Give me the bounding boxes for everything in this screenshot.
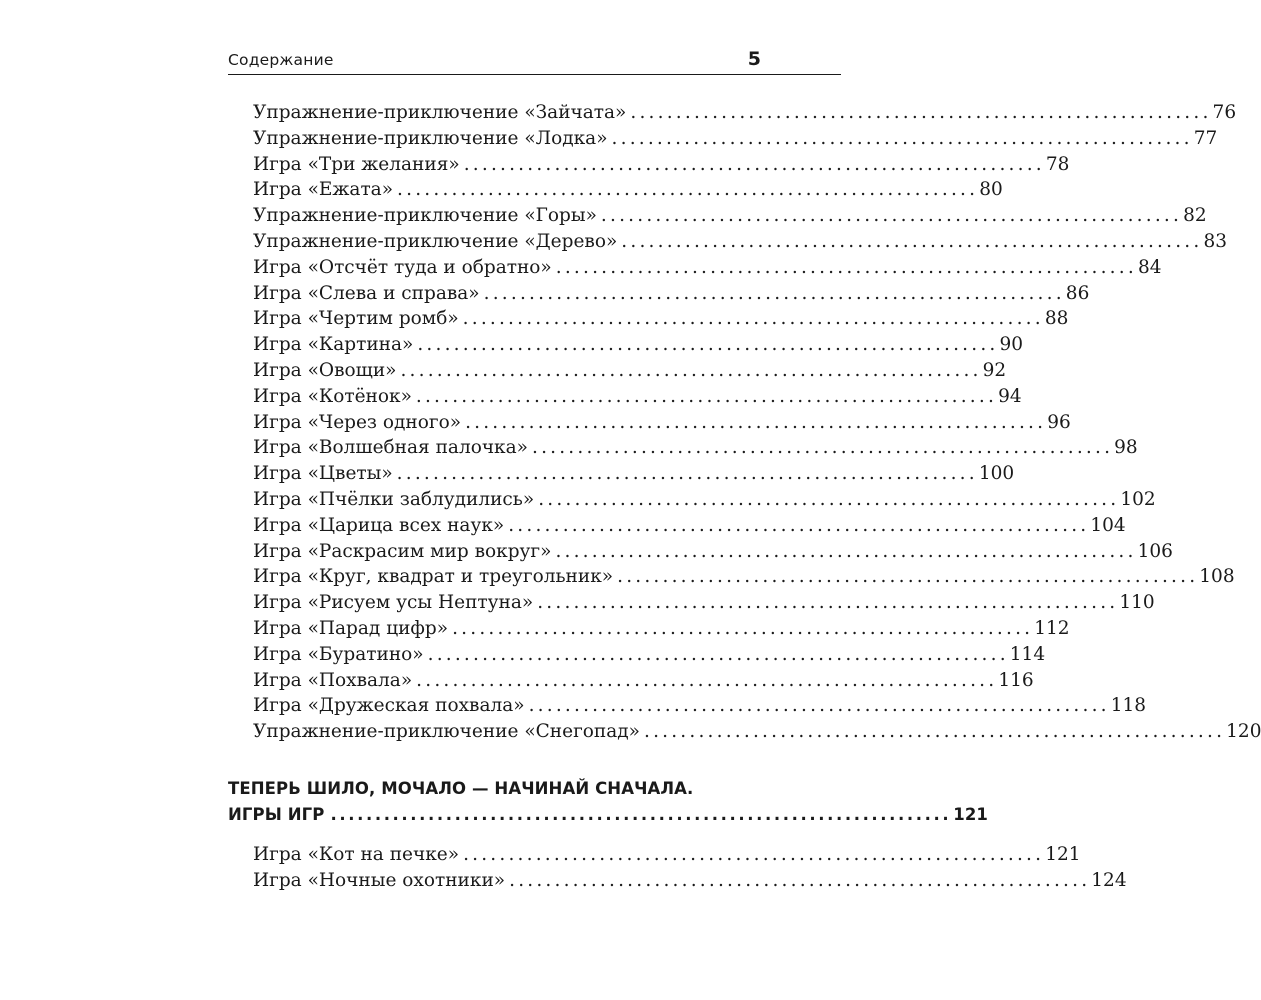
toc-entry-page: 90 [999, 334, 1024, 356]
running-header-title: Содержание [228, 51, 334, 69]
section-heading [228, 776, 988, 828]
toc-entry [253, 100, 1237, 126]
toc-entry-label: Игра «Через одного» [253, 411, 462, 433]
toc-entry-page: 88 [1044, 308, 1069, 330]
toc-entry-page: 86 [1065, 282, 1090, 304]
dot-leader: ...................................................................... [330, 805, 952, 824]
section-title-label: ИГРЫ ИГР [228, 805, 325, 824]
toc-entry-page: 118 [1110, 695, 1147, 717]
toc-entry-page: 104 [1090, 514, 1126, 536]
toc-entry-page: 83 [1203, 230, 1228, 252]
dot-leader: ................................................................ [555, 256, 1137, 278]
toc-entry [253, 842, 1081, 868]
running-header [228, 48, 841, 75]
dot-leader: ................................................................ [417, 334, 999, 356]
toc-entry [253, 384, 1022, 410]
toc-entry-page: 78 [1045, 153, 1070, 175]
toc-entry [253, 177, 1003, 203]
dot-leader: ................................................................ [537, 592, 1119, 614]
dot-leader: ................................................................ [621, 230, 1203, 252]
toc-entry-label: Игра «Картина» [253, 334, 414, 356]
dot-leader: ................................................................ [617, 566, 1199, 588]
toc-entry-label: Игра «Отсчёт туда и обратно» [253, 256, 552, 278]
toc-entry-label: Игра «Раскрасим мир вокруг» [253, 540, 552, 562]
dot-leader: ................................................................ [427, 643, 1009, 665]
toc-entry [253, 539, 1173, 565]
section-title-line1: ТЕПЕРЬ ШИЛО, МОЧАЛО — НАЧИНАЙ СНАЧАЛА. [228, 779, 694, 798]
toc-entry-label: Упражнение-приключение «Горы» [253, 205, 597, 227]
dot-leader: ................................................................ [463, 844, 1045, 865]
toc-entry-page: 94 [998, 385, 1022, 407]
toc-entry-page: 84 [1137, 256, 1162, 278]
toc-list [253, 100, 1261, 745]
toc-entry-page: 114 [1009, 643, 1046, 665]
toc-entry [253, 332, 1024, 358]
dot-leader: ................................................................ [600, 205, 1183, 227]
dot-leader: ................................................................ [509, 869, 1091, 891]
toc-entry-page: 120 [1226, 721, 1261, 743]
toc-entry-label: Игра «Ежата» [253, 179, 394, 201]
toc-entry [253, 306, 1069, 332]
toc-entry-page: 121 [1045, 844, 1081, 865]
toc-entry [253, 719, 1261, 745]
toc-entry-label: Игра «Слева и справа» [253, 282, 480, 304]
dot-leader: ................................................................ [508, 514, 1090, 536]
toc-entry [253, 487, 1156, 513]
toc-entry-label: Игра «Чертим ромб» [253, 308, 459, 330]
toc-entry-label: Игра «Пчёлки заблудились» [253, 488, 535, 510]
page-number: 5 [747, 48, 761, 70]
toc-entry-label: Игра «Кот на печке» [253, 844, 460, 865]
dot-leader: ................................................................ [630, 102, 1212, 123]
toc-entry [253, 868, 1127, 894]
dot-leader: ................................................................ [400, 359, 982, 381]
toc-entry-page: 116 [998, 669, 1034, 691]
section-title-line2 [228, 802, 988, 828]
toc-entry-label: Игра «Ночные охотники» [253, 869, 506, 891]
toc-entry-page: 110 [1119, 592, 1155, 614]
dot-leader: ................................................................ [452, 617, 1034, 639]
toc-entry [253, 281, 1090, 307]
toc-entry-page: 112 [1034, 617, 1070, 639]
toc-entry-page: 77 [1193, 127, 1218, 149]
toc-entry-label: Упражнение-приключение «Зайчата» [253, 102, 627, 123]
toc-entry-label: Игра «Три желания» [253, 153, 460, 175]
section-page: 121 [953, 805, 988, 824]
dot-leader: ................................................................ [465, 411, 1047, 433]
toc-entry [253, 693, 1147, 719]
toc-entry [253, 564, 1235, 590]
toc-entry-label: Упражнение-приключение «Лодка» [253, 127, 608, 149]
toc-entry [253, 513, 1126, 539]
toc-entry-page: 124 [1091, 869, 1127, 891]
toc-entry-label: Упражнение-приключение «Снегопад» [253, 721, 640, 743]
dot-leader: ................................................................ [396, 463, 978, 485]
toc-entry [253, 358, 1007, 384]
toc-entry [253, 229, 1228, 255]
section-toc-list [253, 842, 1127, 894]
toc-entry [253, 590, 1155, 616]
toc-entry-page: 92 [982, 359, 1007, 381]
toc-entry-label: Игра «Овощи» [253, 359, 397, 381]
dot-leader: ................................................................ [483, 282, 1065, 304]
toc-entry-page: 80 [979, 179, 1003, 201]
dot-leader: ................................................................ [416, 669, 998, 691]
dot-leader: ................................................................ [462, 308, 1044, 330]
dot-leader: ................................................................ [538, 488, 1120, 510]
toc-entry [253, 642, 1046, 668]
dot-leader: ................................................................ [528, 695, 1110, 717]
toc-entry-label: Игра «Парад цифр» [253, 617, 449, 639]
toc-entry-page: 108 [1199, 566, 1235, 588]
toc-entry-label: Упражнение-приключение «Дерево» [253, 230, 618, 252]
toc-entry-label: Игра «Круг, квадрат и треугольник» [253, 566, 614, 588]
toc-entry-label: Игра «Царица всех наук» [253, 514, 505, 536]
toc-entry [253, 410, 1071, 436]
toc-entry-page: 98 [1114, 437, 1138, 459]
toc-entry [253, 255, 1162, 281]
toc-entry [253, 203, 1207, 229]
toc-entry-page: 106 [1137, 540, 1173, 562]
toc-entry [253, 668, 1034, 694]
toc-entry-label: Игра «Буратино» [253, 643, 424, 665]
toc-entry [253, 126, 1218, 152]
toc-entry-label: Игра «Похвала» [253, 669, 413, 691]
toc-entry-label: Игра «Цветы» [253, 463, 393, 485]
dot-leader: ................................................................ [531, 437, 1114, 459]
toc-entry-page: 76 [1212, 102, 1237, 123]
toc-entry-page: 100 [978, 463, 1015, 485]
toc-entry-label: Игра «Рисуем усы Нептуна» [253, 592, 534, 614]
toc-entry-label: Игра «Волшебная палочка» [253, 437, 528, 459]
toc-entry [253, 616, 1070, 642]
dot-leader: ................................................................ [463, 153, 1045, 175]
toc-entry-page: 102 [1120, 488, 1156, 510]
toc-entry-page: 96 [1047, 411, 1071, 433]
dot-leader: ................................................................ [611, 127, 1193, 149]
toc-entry-label: Игра «Дружеская похвала» [253, 695, 525, 717]
toc-entry [253, 461, 1015, 487]
dot-leader: ................................................................ [643, 721, 1226, 743]
toc-entry [253, 152, 1070, 178]
dot-leader: ................................................................ [415, 385, 998, 407]
toc-entry-page: 82 [1183, 205, 1207, 227]
toc-entry-label: Игра «Котёнок» [253, 385, 412, 407]
dot-leader: ................................................................ [397, 179, 979, 201]
dot-leader: ................................................................ [555, 540, 1137, 562]
toc-entry [253, 435, 1138, 461]
